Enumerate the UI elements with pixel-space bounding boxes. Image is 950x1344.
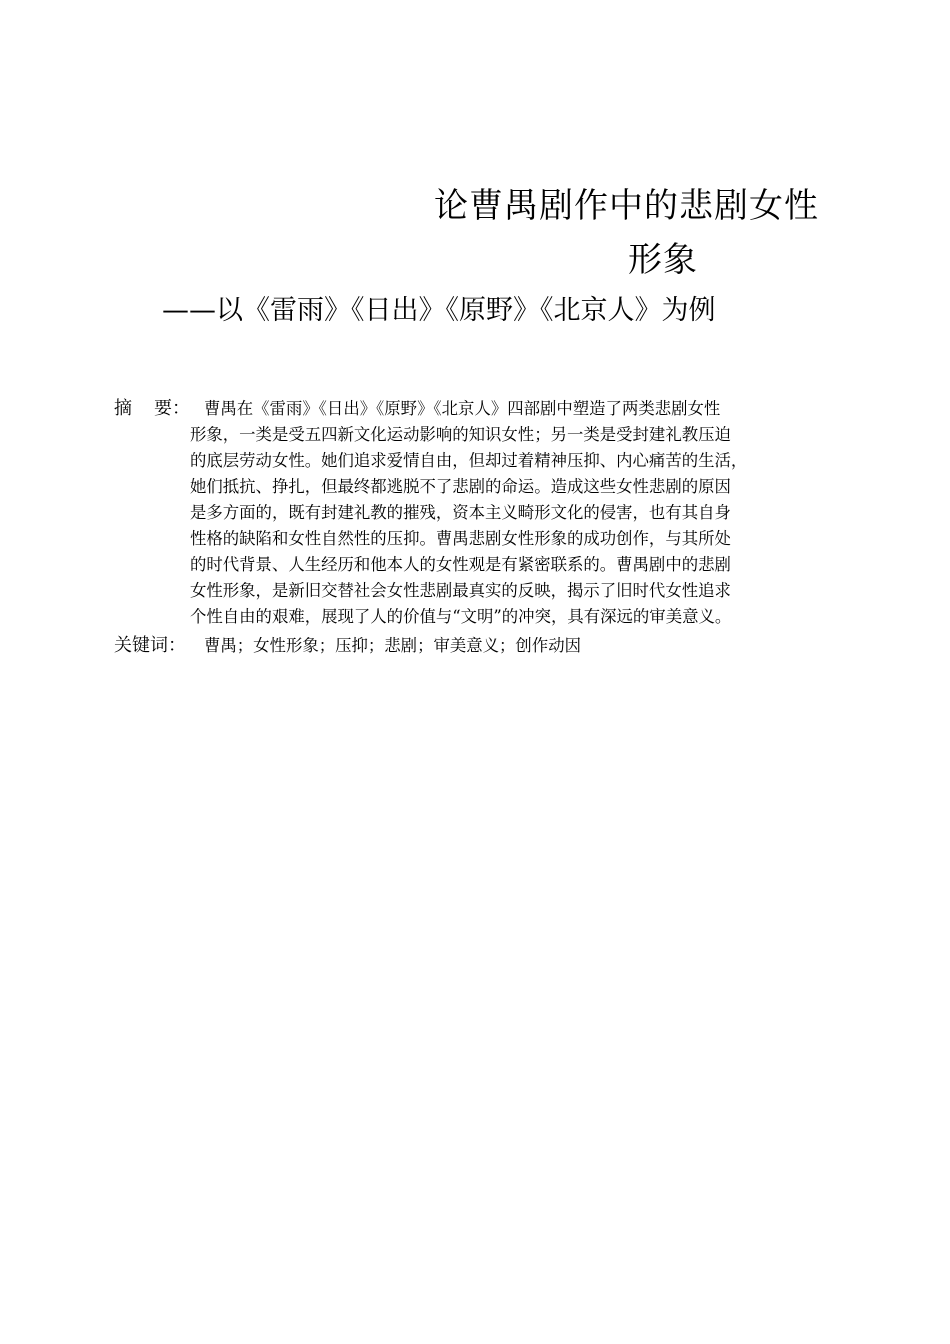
keywords-label: 关键词： xyxy=(114,635,186,656)
abstract-line-3: 的底层劳动女性。她们追求爱情自由，但却过着精神压抑、内心痛苦的生活， xyxy=(190,451,748,470)
abstract-label-char-2: 要： xyxy=(154,398,190,419)
paper-title-line-1: 论曹禺剧作中的悲剧女性 xyxy=(434,186,819,226)
abstract-line-4: 她们抵抗、挣扎，但最终都逃脱不了悲剧的命运。造成这些女性悲剧的原因 xyxy=(190,477,731,496)
keywords-text: 曹禺；女性形象；压抑；悲剧；审美意义；创作动因 xyxy=(204,636,581,655)
abstract-line-9: 个性自由的艰难，展现了人的价值与“文明”的冲突，具有深远的审美意义。 xyxy=(190,607,732,626)
abstract-line-8: 女性形象，是新旧交替社会女性悲剧最真实的反映，揭示了旧时代女性追求 xyxy=(190,581,731,600)
abstract-line-1: 曹禺在《雷雨》《日出》《原野》《北京人》四部剧中塑造了两类悲剧女性 xyxy=(204,399,721,418)
abstract-line-5: 是多方面的，既有封建礼教的摧残，资本主义畸形文化的侵害，也有其自身 xyxy=(190,503,731,522)
abstract-line-2: 形象，一类是受五四新文化运动影响的知识女性；另一类是受封建礼教压迫 xyxy=(190,425,731,444)
abstract-label-char-1: 摘 xyxy=(114,398,132,419)
paper-subtitle: ——以《雷雨》《日出》《原野》《北京人》为例 xyxy=(162,295,716,326)
abstract-line-6: 性格的缺陷和女性自然性的压抑。曹禺悲剧女性形象的成功创作，与其所处 xyxy=(190,529,731,548)
abstract-label xyxy=(114,396,190,422)
abstract-line-7: 的时代背景、人生经历和他本人的女性观是有紧密联系的。曹禺剧中的悲剧 xyxy=(190,555,731,574)
paper-title-line-2: 形象 xyxy=(628,240,698,280)
